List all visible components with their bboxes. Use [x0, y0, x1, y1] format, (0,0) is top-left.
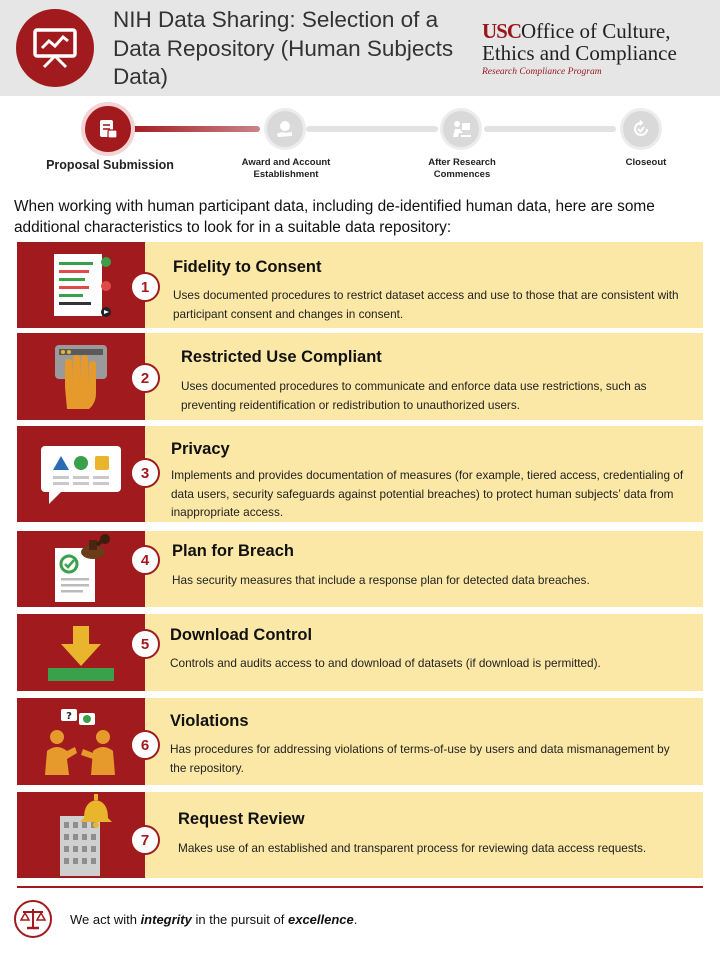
- item-title: Download Control: [170, 626, 313, 644]
- item-description: Makes use of an established and transparent process for reviewing data access requests.: [178, 841, 647, 855]
- item-description: Uses documented procedures to communicate and enforce data use restrictions, such as preventing reidentification or redistribution to unauthorized users.: [181, 379, 647, 412]
- item-description: Uses documented procedures to restrict dataset access and use to those that are consistent with participant consent and changes in consent.: [173, 288, 679, 321]
- timeline-step-closeout: [620, 108, 662, 150]
- item-title: Request Review: [178, 810, 305, 828]
- item-number: 7: [130, 825, 160, 855]
- item-description: Has security measures that include a response plan for detected data breaches.: [172, 573, 590, 587]
- document-icon: [97, 118, 119, 140]
- timeline-step-proposal: [81, 102, 135, 156]
- scales-icon: [14, 900, 52, 938]
- item-description: Implements and provides documentation of measures (for example, tiered access, credentialing of data users, security safeguards against potential breaches) to protect human subjects’ data from inappropriate access.: [171, 468, 684, 519]
- logo-line-2: Ethics and Compliance: [482, 41, 677, 65]
- characteristic-card-7: [17, 792, 703, 878]
- item-number: 4: [130, 545, 160, 575]
- footer-divider: [17, 886, 703, 888]
- footer-text-middle: in the pursuit of: [191, 912, 288, 927]
- people-dispute-icon: [17, 698, 145, 785]
- footer-word-integrity: integrity: [140, 912, 192, 927]
- timeline-label-after-research: After Research Commences: [428, 157, 496, 180]
- page-title: NIH Data Sharing: Selection of a Data Repository (Human Subjects Data): [113, 7, 454, 89]
- item-number: 3: [130, 458, 160, 488]
- item-number: 6: [130, 730, 160, 760]
- stamped-plan-icon: [17, 531, 145, 607]
- footer-word-excellence: excellence: [287, 912, 354, 927]
- intro-text: When working with human participant data, including de-identified human data, here are some additional characteristics to look for in a suitable data repository:: [14, 198, 655, 236]
- researcher-icon: [450, 119, 472, 139]
- shapes-dialog-icon: [17, 426, 145, 522]
- footer-text-prefix: We act with: [70, 912, 141, 927]
- process-timeline: [0, 100, 720, 190]
- footer-tagline: [70, 912, 357, 927]
- logo-usc-mark: USC: [482, 19, 522, 43]
- footer-text-suffix: .: [353, 912, 358, 927]
- item-description: Controls and audits access to and download of datasets (if download is permitted).: [170, 656, 601, 670]
- hand-scanner-icon: [17, 333, 145, 420]
- svg-text:?: ?: [66, 710, 72, 722]
- usc-logo: [482, 20, 712, 77]
- item-number: 5: [130, 629, 160, 659]
- timeline-step-after-research: [440, 108, 482, 150]
- timeline-label-award: Award and Account Establishment: [241, 157, 331, 180]
- characteristic-card-4: [17, 531, 703, 607]
- characteristic-card-3: [17, 426, 703, 522]
- logo-line-1: Office of Culture,: [521, 19, 671, 43]
- timeline-segment: [484, 126, 616, 132]
- logo-subtitle: Research Compliance Program: [482, 67, 602, 77]
- characteristic-card-2: [17, 333, 703, 420]
- page-header: [0, 0, 720, 96]
- item-number: 1: [130, 272, 160, 302]
- item-description: Has procedures for addressing violations of terms-of-use by users and data mismanagement by the repository.: [170, 742, 670, 775]
- money-hand-icon: [275, 119, 295, 139]
- item-title: Privacy: [171, 440, 230, 458]
- timeline-segment: [306, 126, 438, 132]
- characteristic-card-1: [17, 242, 703, 328]
- item-title: Violations: [170, 712, 249, 730]
- characteristic-card-5: [17, 614, 703, 691]
- item-title: Restricted Use Compliant: [181, 348, 382, 366]
- timeline-step-award: [264, 108, 306, 150]
- consent-form-icon: [17, 242, 145, 328]
- timeline-label-proposal: Proposal Submission: [46, 158, 174, 172]
- item-title: Fidelity to Consent: [173, 258, 322, 276]
- timeline-segment-active: [128, 126, 260, 132]
- item-title: Plan for Breach: [172, 542, 294, 560]
- timeline-label-closeout: Closeout: [625, 157, 667, 168]
- building-bell-icon: [17, 792, 145, 878]
- check-cycle-icon: [631, 119, 651, 139]
- presentation-chart-icon: [16, 9, 94, 87]
- characteristic-card-6: [17, 698, 703, 785]
- item-number: 2: [130, 363, 160, 393]
- download-icon: [17, 614, 145, 691]
